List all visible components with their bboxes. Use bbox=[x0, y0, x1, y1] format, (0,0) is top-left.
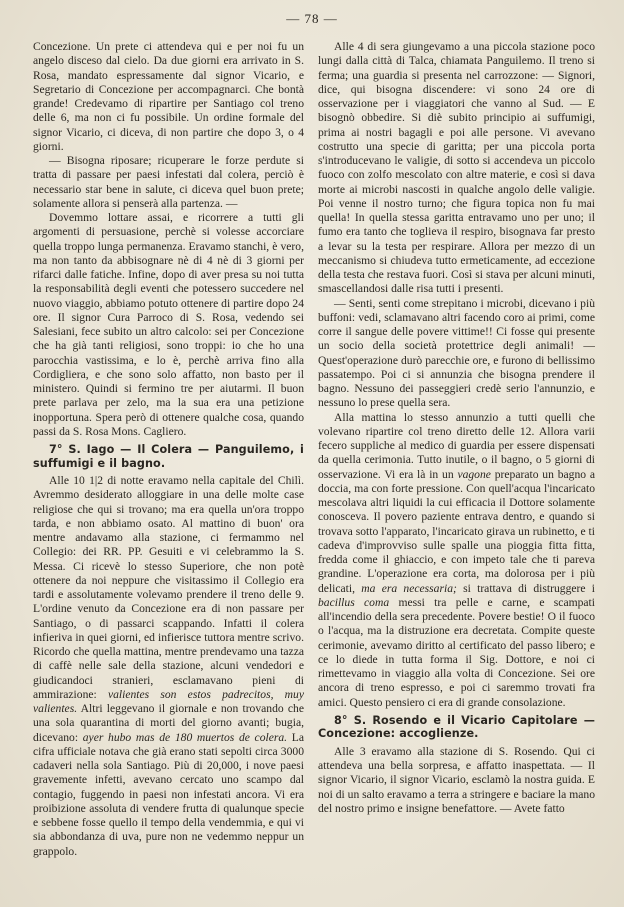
paragraph: Concezione. Un prete ci attendeva qui e per noi fu un angelo disceso dal cielo. Da due giorni era arrivato in S. Rosa, mandato espressamente dal signor Vicario, e Segretario di Concezione per accompagnarci. Che bontà grande! Credevamo di ripartire per Santiago col treno delle 6, ma non ci fu possibile. Un ordine formale del signor Vicario, ci diceva, di non partire che dopo 3, o 4 giorni. bbox=[33, 40, 304, 153]
italic-term: ma era necessaria; bbox=[361, 581, 457, 595]
paragraph bbox=[33, 474, 304, 859]
section-heading: 7° S. Iago — Il Colera — Panguilemo, i suffumigi e il bagno. bbox=[33, 443, 304, 470]
text-run: Alla mattina lo stesso annunzio a tutti quelli che volevano ripartire col treno diretto delle 12. Allora varii fecero suppliche al medico di guardia per essere dispensati da quella cerimonia. Tutto inutile, o il bagno, o 5 giorni di osservazione. Vi era là in un bbox=[318, 410, 595, 481]
italic-term: bacillus coma bbox=[318, 595, 390, 609]
left-column bbox=[33, 40, 304, 892]
text-run: La cifra ufficiale notava che già erano stati sepolti circa 3000 cadaveri nella sola Santiago. Più di 20,000, i nove paesi gravemente infetti, avevano cercato uno scampo dal contagio, fuggendo in paesi non infestati ancora. Vi era proibizione assoluta di vendere frutta di qualunque specie e sebbene fosse quello il tempo della vendemmia, e qui vi sia abbondanza di uva, pure non ne vedemmo neppur un grappolo. bbox=[33, 730, 304, 858]
paragraph: Alle 3 eravamo alla stazione di S. Rosendo. Qui ci attendeva una bella sorpresa, e affatto inaspettata. — Il signor Vicario, il signor Vicario, esclamò la nostra guida. E noi di un salto eravamo a terra a stringere e baciare la mano del nostro primo e insigne benefattore. — Avete fatto bbox=[318, 744, 595, 815]
paragraph bbox=[318, 411, 595, 710]
italic-quote: valientes son estos padrecitos, muy valientes. bbox=[33, 687, 304, 715]
text-run: Altri leggevano il giornale e non trovando che una sola quarantina di morti del giorno avanti; bugia, dicevano: bbox=[33, 702, 304, 744]
italic-quote: ayer hubo mas de 180 muertos de colera. bbox=[82, 730, 288, 744]
section-heading: 8° S. Rosendo e il Vicario Capitolare — Concezione: accoglienze. bbox=[318, 713, 595, 741]
text-run: preparato un bagno a doccia, ma con forte pressione. Con quell'acqua l'incaricato mescolava altri liquidi la cui efficacia il Dottore solamente conosceva. Il povero paziente entrava dentro, e quando si trovava sotto l'apparato, l'incaricato girava un rubinetto, e ti cadeva d'improvviso sulle spalle una pioggia fitta fitta, fredda come il ghiaccio, e con impeto tale che ti pareva grandine. L'operazione era corta, ma dolorosa per i più delicati, bbox=[318, 467, 595, 595]
paragraph: — Senti, senti come strepitano i microbi, dicevano i più buffoni: vedi, sclamavano altri facendo coro ai primi, come corre il sangue delle povere vittime!! Ci fosse qui presente un socio della società protettrice degli animali! — Quest'operazione durò parecchie ore, e furono di bellissimo passatempo. Poi ci si annunzia che bisogna prendere il bagno. Nessuno dei passeggieri credè serio l'annunzio, e nessuno lo prese quella sera. bbox=[318, 296, 595, 410]
text-run: Alle 10 1|2 di notte eravamo nella capitale del Chilì. Avremmo desiderato alloggiare in una delle molte case religiose che qui si trovano; ma era quella un'ora troppo tarda, e non abbiamo osato. Al mattino di buon' ora mentre andavamo alla stazione, ci fermammo nel Collegio: dei RR. PP. Gesuiti e vi celebrammo la S. Messa. Ci ricevè lo stesso Superiore, che non potè ottenere da noi neppure che visitassimo il Collegio era tardi e assolutamente volevamo prendere il treno delle 9. L'ordine venuto da Concezione era di non passare per Santiago, o di passarci scappando. Infatti il colera infieriva in quei giorni, ed infierisce tuttora mentre scrivo. Ricordo che quella mattina, mentre prendevamo una tazza di caffè nelle sale della stazione, alcuni vendedori e giudicandoci stranieri, esclamavano pieni di ammirazione: bbox=[33, 474, 304, 701]
paragraph: Alle 4 di sera giungevamo a una piccola stazione poco lungi dalla città di Talca, chiamata Panguilemo. Il treno si ferma; una guardia si presenta nel carrozzone: — Signori, dice, qui bisogna discendere: vi sono 24 ore di osservazione per i viaggiatori che vanno al Sud. — E bisognò obbedire. Si diè subito principio ai suffumigi, prima ai nostri bagagli e poi alle persone. Vi avevano costrutto una specie di garitta; per una piccola porta s'introducevano le valigie, di sotto si accendeva un piccolo fuoco con zolfo mescolato con altre materie, e così si dava morte ai microbi nascosti in qualche angolo delle valigie. Poi venne il nostro turno; che figura topica non fu mai quella! In quella stessa garitta entravamo uno per uno; il fumo era tanto che toglieva il respiro, bisognava far presto a levar su la testa per respirare. Allora per mezzo di un meccanismo si chiudeva tutto ermeticamente, ad eccezione della testa che restava fuori. Così si stava per alcuni minuti, smascellandosi dalle risa tutti i presenti. bbox=[318, 40, 595, 296]
text-run: si trattava di distruggere i bbox=[456, 581, 595, 595]
right-column bbox=[318, 40, 595, 892]
page-number: — 78 — bbox=[286, 11, 338, 26]
italic-term: vagone bbox=[457, 467, 491, 481]
paragraph: — Bisogna riposare; ricuperare le forze perdute si tratta di passare per paesi infestati dal colera, perciò è necessario star bene in salute, ci diceva quel buon prete; solamente allora si penserà alla partenza. — bbox=[33, 154, 304, 210]
text-run: messi tra pelle e carne, e scampati all'incendio della sera precedente. Povere bestie! O il fuoco o l'acqua, ma la distruzione era decretata. Compite queste cerimonie, avevamo diritto al certificato del passo libero; e ce lo diede in tutta forma il Sig. Dottore, e noi ci rimettevamo in viaggio alla volta di Concezione. Sei ore ancora di treno espresso, e poi ci saremmo trovati fra amici. Questo pensiero ci era di grande consolazione. bbox=[318, 595, 595, 709]
paragraph: Dovemmo lottare assai, e ricorrere a tutti gli argomenti di persuasione, perchè si volesse accorciare quella troppo lunga permanenza. Eravamo stanchi, è vero, ma non tanto da abbisognare nè di 4 nè di 3 giorni per rifarci dalle fatiche. Infine, dopo di aver presa su noi tutta la responsabilità degli eventi che potessero succedere nel nuovo viaggio, abbiamo potuto ottenere di partire dopo 24 ore. Il signor Cura Parroco di S. Rosa, vedendo sei Salesiani, fece subito un altro calcolo: sei per Concezione che ha già tanti religiosi, sono troppi: io che ho una parocchia vastissima, e lo è, perchè arriva fino alla Cordigliera, e che sono solo affatto, non basto per il ministero. Quindi si fermino tre per aiutarmi. Il buon prete parlava per zelo, ma la sua era una petizione inopportuna. Spera però di ottenere qualche cosa, quando passi da S. Rosa Mons. Cagliero. bbox=[33, 211, 304, 438]
